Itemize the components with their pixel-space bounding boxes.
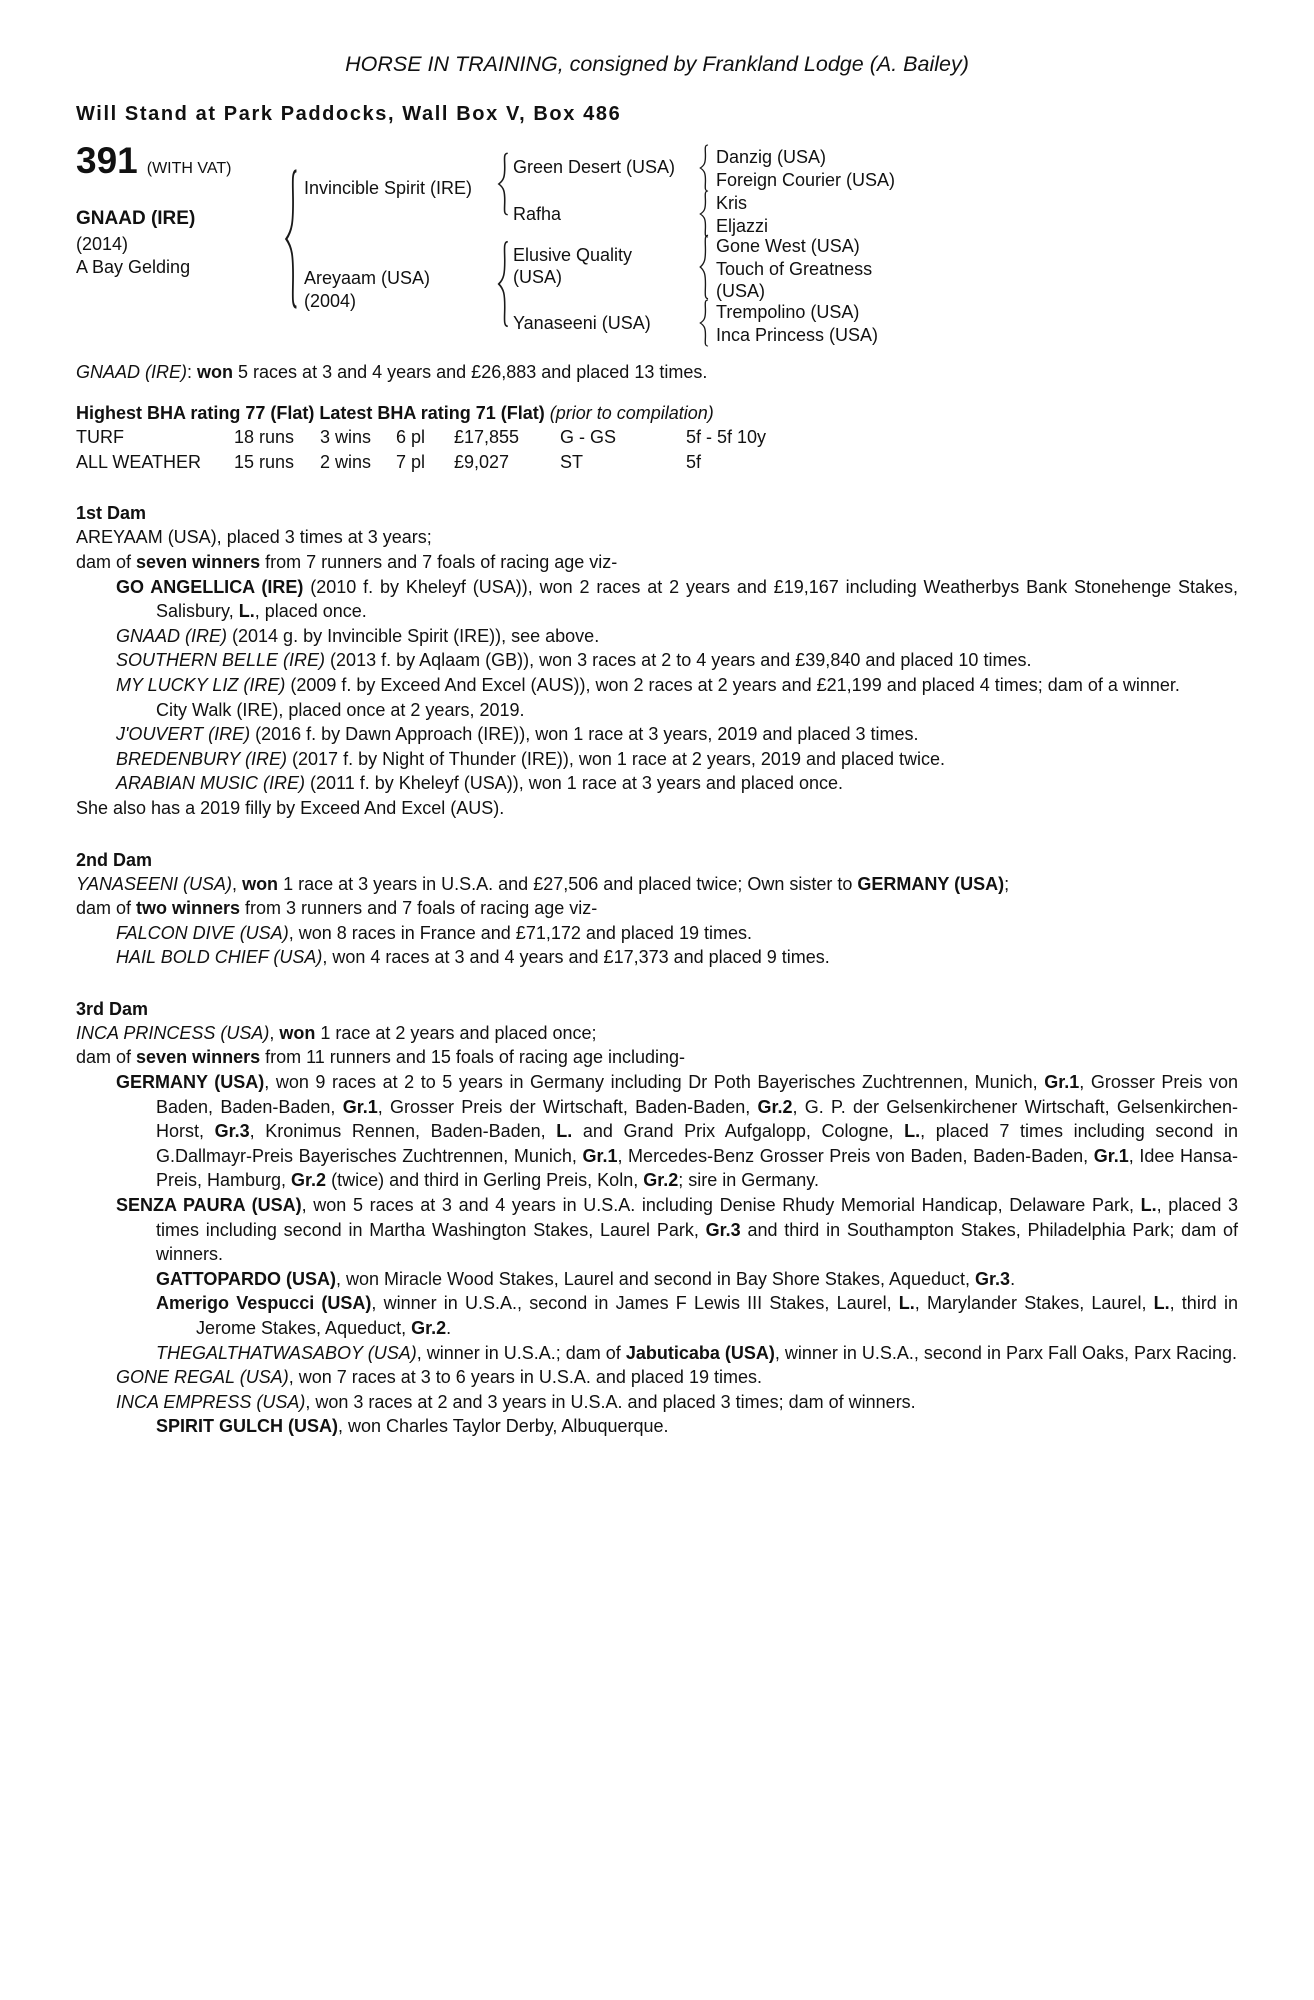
third-dam-entries — [76, 1021, 1238, 1439]
dam-foal-year: (2004) — [304, 291, 357, 311]
pedigree-block — [76, 140, 1238, 352]
first-dam-entries — [76, 525, 1238, 820]
entry-hail-bold-chief: HAIL BOLD CHIEF (USA), won 4 races at 3 and 4 years and £17,373 and placed 9 times. — [116, 947, 830, 968]
horse-foal-year: (2014) — [76, 234, 129, 254]
dam-sire-sire-name: Gone West (USA) — [716, 236, 860, 256]
dam2-produce-intro: dam of two winners from 3 runners and 7 foals of racing age viz- — [76, 898, 598, 919]
distance-cell: 5f — [686, 451, 702, 472]
race-record-summary: GNAAD (IRE): won 5 races at 3 and 4 years and £26,883 and placed 13 times. — [76, 362, 708, 382]
earnings-cell: £9,027 — [454, 451, 510, 472]
entry-southern-belle: SOUTHERN BELLE (IRE) (2013 f. by Aqlaam (GB)), won 3 races at 2 to 4 years and £39,840 and placed 10 times. — [116, 650, 1032, 671]
surface-cell: ALL WEATHER — [76, 451, 202, 472]
lot-number: 391 — [76, 140, 138, 181]
race-record-row-turf — [76, 425, 1238, 450]
entry-gone-regal: GONE REGAL (USA), won 7 races at 3 to 6 years in U.S.A. and placed 19 times. — [116, 1367, 762, 1388]
entry-spirit-gulch: SPIRIT GULCH (USA), won Charles Taylor Derby, Albuquerque. — [156, 1416, 669, 1437]
horse-name: GNAAD (IRE) — [76, 208, 196, 229]
dam-dam-name: Yanaseeni (USA) — [513, 313, 651, 333]
sire-sire-sire-name: Danzig (USA) — [716, 147, 827, 167]
dam-dam-dam-name: Inca Princess (USA) — [716, 325, 879, 345]
entry-city-walk: City Walk (IRE), placed once at 2 years, 2019. — [156, 699, 525, 720]
bha-rating-line: Highest BHA rating 77 (Flat) Latest BHA rating 71 (Flat) (prior to compilation) — [76, 402, 714, 423]
areyaam-summary: AREYAAM (USA), placed 3 times at 3 years; — [76, 527, 432, 548]
dam-sire-dam-name: Touch of Greatness (USA) — [716, 259, 873, 301]
dam-brace — [495, 240, 510, 328]
lot-line — [76, 142, 231, 180]
dam3-produce-intro: dam of seven winners from 11 runners and 15 foals of racing age including- — [76, 1047, 686, 1068]
sire-dam-name: Rafha — [513, 204, 562, 224]
runs-cell: 15 runs — [234, 451, 295, 472]
yanaseeni-summary: YANASEENI (USA), won 1 race at 3 years in U.S.A. and £27,506 and placed twice; Own sister to GERMANY (USA); — [76, 873, 1010, 894]
surface-cell: TURF — [76, 427, 124, 448]
entry-thegalthatwasaboy: THEGALTHATWASABOY (USA), winner in U.S.A.; dam of Jabuticaba (USA), winner in U.S.A., second in Parx Fall Oaks, Parx Racing. — [156, 1342, 1238, 1363]
great-grandparent-brace-1 — [697, 144, 710, 192]
dam-sire-name: Elusive Quality (USA) — [513, 245, 633, 287]
going-cell: ST — [560, 451, 584, 472]
entry-inca-empress: INCA EMPRESS (USA), won 3 races at 2 and 3 years in U.S.A. and placed 3 times; dam of winners. — [116, 1391, 916, 1412]
runs-cell: 18 runs — [234, 427, 295, 448]
sire-sire-name: Green Desert (USA) — [513, 157, 676, 177]
consignment-header: HORSE IN TRAINING, consigned by Frankland Lodge (A. Bailey) — [345, 52, 969, 76]
places-cell: 7 pl — [396, 451, 426, 472]
stand-location: Will Stand at Park Paddocks, Wall Box V, Box 486 — [76, 103, 622, 125]
dam-name: Areyaam (USA) — [304, 268, 431, 288]
going-cell: G - GS — [560, 427, 617, 448]
entry-senza-paura: SENZA PAURA (USA), won 5 races at 3 and 4 years in U.S.A. including Denise Rhudy Memorial Handicap, Delaware Park, L., placed 3 times including second in Martha Washington Stakes, Laurel Park, Gr.3 and third in Southampton Stakes, Philadelphia Park; dam of winners. — [116, 1195, 1238, 1265]
entry-gnaad: GNAAD (IRE) (2014 g. by Invincible Spirit (IRE)), see above. — [116, 625, 600, 646]
sire-sire-dam-name: Foreign Courier (USA) — [716, 170, 896, 190]
vat-note: (WITH VAT) — [146, 160, 232, 177]
second-dam-heading: 2nd Dam — [76, 849, 153, 870]
race-record-row-all-weather — [76, 450, 1238, 475]
entry-germany: GERMANY (USA), won 9 races at 2 to 5 years in Germany including Dr Poth Bayerisches Zuchtrennen, Munich, Gr.1, Grosser Preis von Baden, Baden-Baden, Gr.1, Grosser Preis der Wirtschaft, Baden-Baden, Gr.2, G. P. der Gelsenkirchener Wirtschaft, Gelsenkirchen-Horst, Gr.3, Kronimus Rennen, Baden-Baden, L. and Grand Prix Aufgalopp, Cologne, L., placed 7 times including second in G.Dallmayr-Preis Bayerisches Zuchtrennen, Munich, Gr.1, Mercedes-Benz Grosser Preis von Baden, Baden-Baden, Gr.1, Idee Hansa-Preis, Hamburg, Gr.2 (twice) and third in Gerling Preis, Koln, Gr.2; sire in Germany. — [116, 1072, 1239, 1191]
race-record-table — [76, 425, 1238, 474]
wins-cell: 2 wins — [320, 451, 372, 472]
entry-gattopardo: GATTOPARDO (USA), won Miracle Wood Stakes, Laurel and second in Bay Shore Stakes, Aqueduct, Gr.3. — [156, 1268, 1016, 1289]
third-dam-heading: 3rd Dam — [76, 998, 149, 1019]
dam-dam-sire-name: Trempolino (USA) — [716, 302, 860, 322]
entry-jouvert: J'OUVERT (IRE) (2016 f. by Dawn Approach (IRE)), won 1 race at 3 years, 2019 and placed 3 times. — [116, 724, 919, 745]
horse-colour-sex: A Bay Gelding — [76, 257, 191, 277]
dam1-note: She also has a 2019 filly by Exceed And Excel (AUS). — [76, 797, 505, 818]
sire-brace — [495, 152, 510, 216]
inca-princess-summary: INCA PRINCESS (USA), won 1 race at 2 years and placed once; — [76, 1022, 597, 1043]
great-grandparent-brace-4 — [697, 299, 710, 347]
sire-dam-sire-name: Kris — [716, 193, 747, 213]
places-cell: 6 pl — [396, 427, 426, 448]
earnings-cell: £17,855 — [454, 427, 520, 448]
great-grandparent-brace-2 — [697, 190, 710, 238]
first-dam-heading: 1st Dam — [76, 503, 147, 524]
entry-go-angellica: GO ANGELLICA (IRE) (2010 f. by Kheleyf (USA)), won 2 races at 2 years and £19,167 including Weatherbys Bank Stonehenge Stakes, Salisbury, L., placed once. — [116, 576, 1238, 622]
entry-arabian-music: ARABIAN MUSIC (IRE) (2011 f. by Kheleyf (USA)), won 1 race at 3 years and placed once. — [116, 773, 843, 794]
entry-my-lucky-liz: MY LUCKY LIZ (IRE) (2009 f. by Exceed And Excel (AUS)), won 2 races at 2 years and £21,199 and placed 4 times; dam of a winner. — [116, 674, 1180, 695]
second-dam-entries — [76, 872, 1238, 970]
sire-name: Invincible Spirit (IRE) — [304, 178, 473, 198]
entry-amerigo-vespucci: Amerigo Vespucci (USA), winner in U.S.A., second in James F Lewis III Stakes, Laurel, L., Marylander Stakes, Laurel, L., third in Jerome Stakes, Aqueduct, Gr.2. — [156, 1293, 1239, 1338]
entry-falcon-dive: FALCON DIVE (USA), won 8 races in France and £71,172 and placed 19 times. — [116, 922, 752, 943]
entry-bredenbury: BREDENBURY (IRE) (2017 f. by Night of Thunder (IRE)), won 1 race at 2 years, 2019 and placed twice. — [116, 748, 946, 769]
sire-dam-dam-name: Eljazzi — [716, 216, 769, 236]
distance-cell: 5f - 5f 10y — [686, 427, 767, 448]
generation1-brace — [282, 168, 299, 310]
wins-cell: 3 wins — [320, 427, 372, 448]
great-grandparent-brace-3 — [697, 234, 710, 300]
dam1-produce-intro: dam of seven winners from 7 runners and 7 foals of racing age viz- — [76, 551, 618, 572]
